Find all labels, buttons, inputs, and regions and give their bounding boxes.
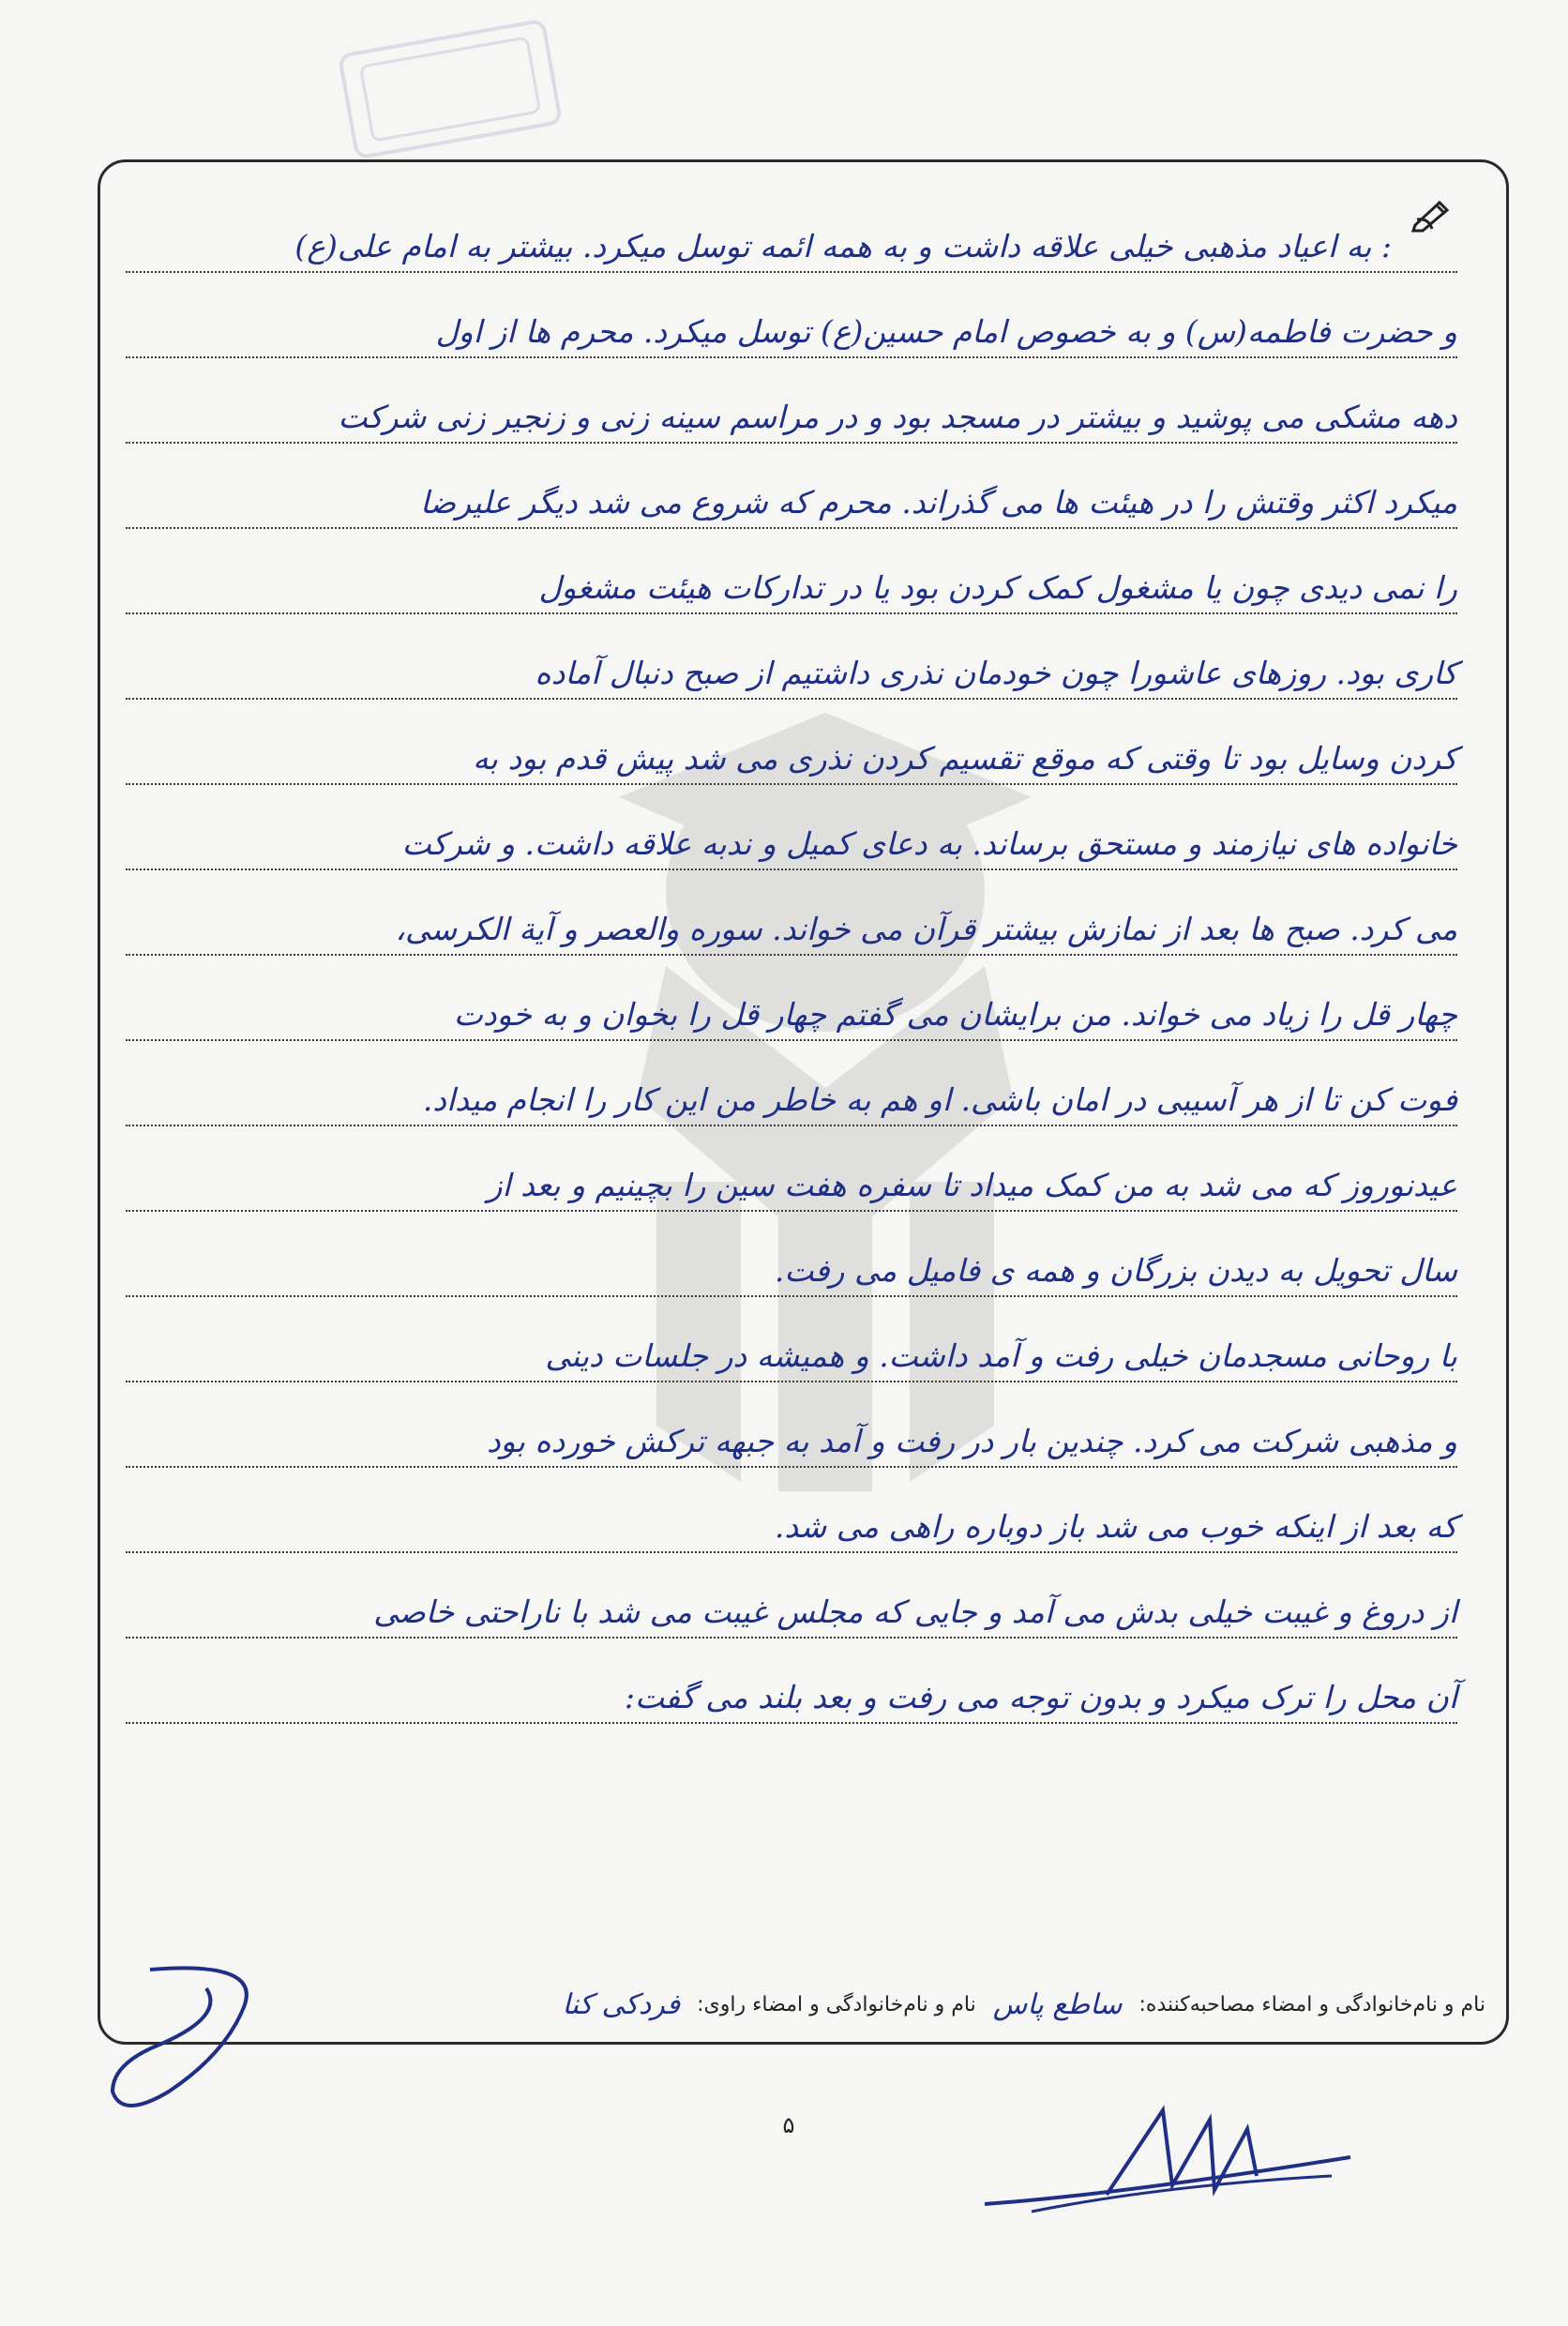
narrator-signature-scribble	[94, 1951, 281, 2138]
official-signature	[975, 2101, 1369, 2223]
text-line: کاری بود. روزهای عاشورا چون خودمان نذری داشتیم از صبح دنبال آماده	[126, 614, 1457, 700]
text-line: را نمی دیدی چون یا مشغول کمک کردن بود یا در تدارکات هیئت مشغول	[126, 529, 1457, 614]
interviewer-signature: ساطع پاس	[992, 1988, 1123, 2021]
interviewer-label: نام و نام‌خانوادگی و امضاء مصاحبه‌کننده:	[1138, 1993, 1485, 2016]
text-line: که بعد از اینکه خوب می شد باز دوباره راهی می شد.	[126, 1468, 1457, 1553]
text-line: خانواده های نیازمند و مستحق برساند. به دعای کمیل و ندبه علاقه داشت. و شرکت	[126, 785, 1457, 870]
text-line: می کرد. صبح ها بعد از نمازش بیشتر قرآن می خواند. سوره والعصر و آیة الکرسی،	[126, 870, 1457, 956]
signature-footer	[126, 1988, 1485, 2021]
text-line: و مذهبی شرکت می کرد. چندین بار در رفت و آمد به جبهه ترکش خورده بود	[126, 1382, 1457, 1468]
page-number: ۵	[782, 2112, 795, 2138]
stamp-watermark	[309, 19, 591, 169]
text-line: فوت کن تا از هر آسیبی در امان باشی. او هم به خاطر من این کار را انجام میداد.	[126, 1041, 1457, 1126]
text-line: میکرد اکثر وقتش را در هیئت ها می گذراند. محرم که شروع می شد دیگر علیرضا	[126, 444, 1457, 529]
text-line: از دروغ و غیبت خیلی بدش می آمد و جایی که مجلس غیبت می شد با ناراحتی خاصی	[126, 1553, 1457, 1639]
text-line: عیدنوروز که می شد به من کمک میداد تا سفره هفت سین را بچینیم و بعد از	[126, 1126, 1457, 1212]
narrator-signature: فردکی کنا	[562, 1988, 681, 2021]
text-line: چهار قل را زیاد می خواند. من برایشان می گفتم چهار قل را بخوان و به خودت	[126, 956, 1457, 1041]
text-line: با روحانی مسجدمان خیلی رفت و آمد داشت. و همیشه در جلسات دینی	[126, 1297, 1457, 1382]
narrator-label: نام و نام‌خانوادگی و امضاء راوی:	[697, 1993, 976, 2016]
handwritten-text-block	[126, 188, 1457, 1724]
text-line: سال تحویل به دیدن بزرگان و همه ی فامیل می رفت.	[126, 1212, 1457, 1297]
text-line: و حضرت فاطمه(س) و به خصوص امام حسین(ع) توسل میکرد. محرم ها از اول	[126, 273, 1457, 358]
text-line: کردن وسایل بود تا وقتی که موقع تقسیم کردن نذری می شد پیش قدم بود به	[126, 700, 1457, 785]
text-line: آن محل را ترک میکرد و بدون توجه می رفت و بعد بلند می گفت:	[126, 1639, 1457, 1724]
text-line: دهه مشکی می پوشید و بیشتر در مسجد بود و در مراسم سینه زنی و زنجیر زنی شرکت	[126, 358, 1457, 444]
text-line: : به اعیاد مذهبی خیلی علاقه داشت و به همه ائمه توسل میکرد. بیشتر به امام علی(ع)	[126, 188, 1457, 273]
